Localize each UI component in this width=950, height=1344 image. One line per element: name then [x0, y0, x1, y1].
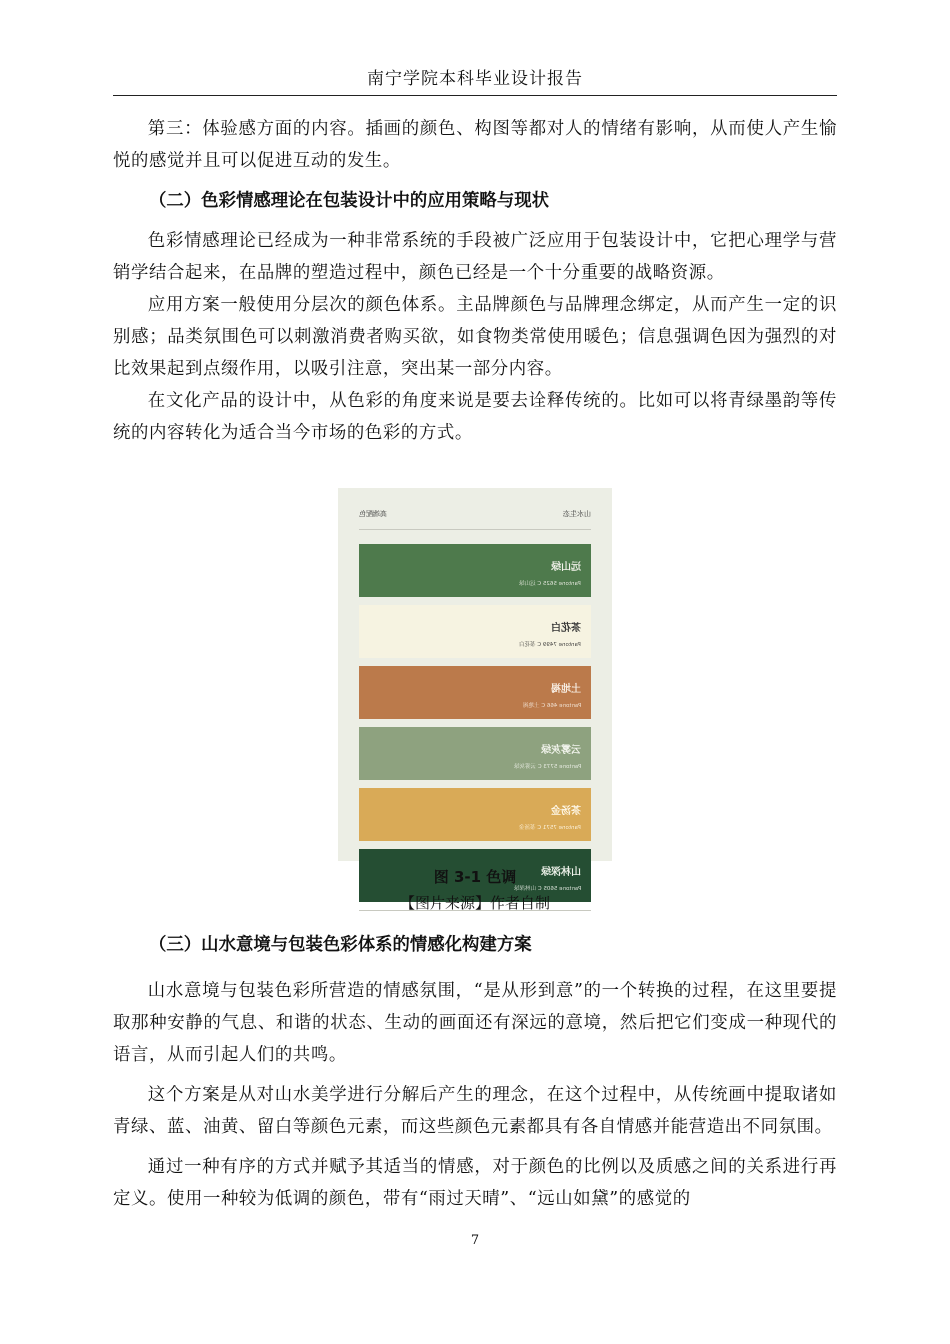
- swatch-name: 远山绿: [551, 562, 581, 573]
- color-swatch: [359, 605, 591, 658]
- paragraph: 在文化产品的设计中，从色彩的角度来说是要去诠释传统的。比如可以将青绿墨韵等传统的内容转化为适合当今市场的色彩的方式。: [113, 391, 837, 443]
- swatch-name: 茶花白: [551, 623, 581, 634]
- swatch-code: Pantone 5625 C 远山绿: [519, 581, 581, 587]
- body-top: [113, 113, 837, 449]
- color-swatch: [359, 727, 591, 780]
- swatch-code: Pantone 5605 C 山林深绿: [513, 886, 581, 892]
- section-heading: （三）山水意境与包装色彩体系的情感化构建方案: [149, 935, 532, 955]
- figure-top-right-label: 山水生态: [563, 510, 591, 518]
- swatch-code: Pantone 7499 C 茶花白: [519, 642, 581, 648]
- paragraph: 应用方案一般使用分层次的颜色体系。主品牌颜色与品牌理念绑定，从而产生一定的识别感；品类氛围色可以刺激消费者购买欲，如食物类常使用暖色；信息强调色因为强烈的对比效果起到点缀作用，以吸引注意，突出某一部分内容。: [113, 295, 837, 379]
- page-header: 南宁学院本科毕业设计报告: [113, 64, 837, 96]
- swatch-code: Pantone 7571 C 茶汤金: [519, 825, 581, 831]
- swatch-name: 茶汤金: [551, 806, 581, 817]
- swatch-name: 山林深绿: [541, 867, 581, 878]
- paragraph: 第三：体验感方面的内容。插画的颜色、构图等都对人的情绪有影响，从而使人产生愉悦的感觉并且可以促进互动的发生。: [113, 119, 837, 171]
- swatch-code: Pantone 5773 C 云雾灰绿: [513, 764, 581, 770]
- figure-caption: 图 3-1 色调: [433, 868, 517, 886]
- swatch-code: Pantone 466 C 土地褐: [522, 703, 581, 709]
- color-swatch: [359, 544, 591, 597]
- paragraph: 色彩情感理论已经成为一种非常系统的手段被广泛应用于包装设计中，它把心理学与营销学结合起来，在品牌的塑造过程中，颜色已经是一个十分重要的战略资源。: [113, 231, 837, 283]
- paragraph: 这个方案是从对山水美学进行分解后产生的理念，在这个过程中，从传统画中提取诸如青绿、蓝、油黄、留白等颜色元素，而这些颜色元素都具有各自情感并能营造出不同氛围。: [113, 1085, 837, 1137]
- color-swatch: [359, 788, 591, 841]
- swatch-name: 云雾灰绿: [541, 745, 581, 756]
- swatch-list: [359, 544, 591, 902]
- page-number: 7: [470, 1233, 480, 1248]
- divider: [359, 529, 591, 530]
- figure-header: [359, 509, 591, 519]
- swatch-name: 土地褐: [551, 684, 581, 695]
- paragraph: 山水意境与包装色彩所营造的情感氛围，“是从形到意”的一个转换的过程，在这里要提取那种安静的气息、和谐的状态、生动的画面还有深远的意境，然后把它们变成一种现代的语言，从而引起人们的共鸣。: [113, 981, 837, 1065]
- body-bottom: [113, 929, 837, 1215]
- color-swatch: [359, 666, 591, 719]
- section-heading: （二）色彩情感理论在包装设计中的应用策略与现状: [149, 191, 549, 211]
- figure-top-left-label: 高端配色: [359, 510, 387, 518]
- paragraph: 通过一种有序的方式并赋予其适当的情感，对于颜色的比例以及质感之间的关系进行再定义。使用一种较为低调的颜色，带有“雨过天晴”、“远山如黛”的感觉的: [113, 1157, 837, 1209]
- figure-source: 【图片来源】作者自制: [399, 894, 550, 912]
